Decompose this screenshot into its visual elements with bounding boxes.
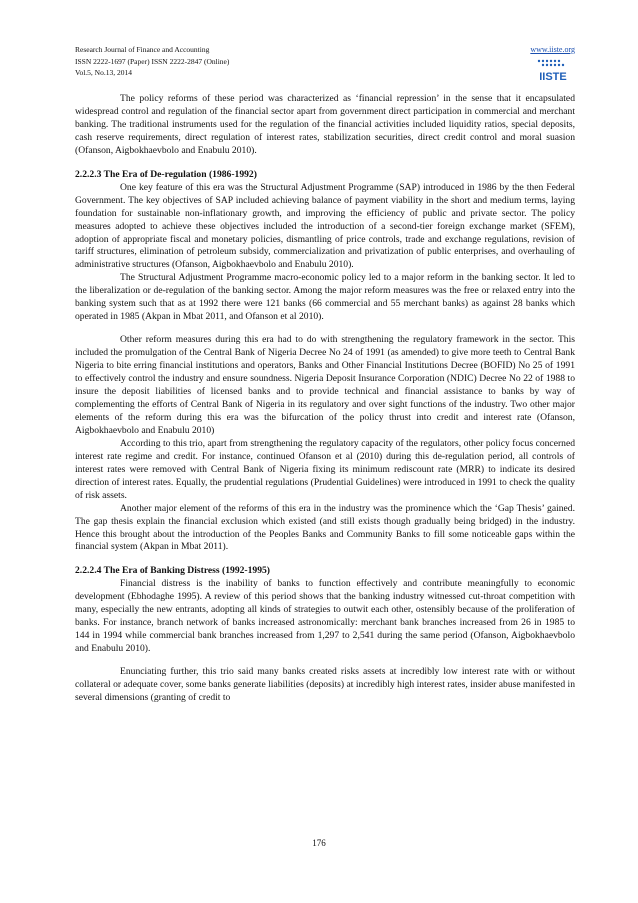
iiste-logo xyxy=(533,58,573,84)
paragraph-gap-thesis: Another major element of the reforms of this era in the industry was the prominence which the ‘Gap Thesis’ gained. The gap thesis explain the financial exclusion which existed (and still exists though gradually being bridged) in the industry. Hence this brought about the introduction of the Peoples Banks and Community Banks to fill some noticeable gaps within the financial system (Akpan in Mbat 2011). xyxy=(75,502,575,553)
paragraph-enunciating: Enunciating further, this trio said many banks created risks assets at incredibly low interest rate with or without collateral or adequate cover, some banks generate liabilities (deposits) at incredibly high interest rates, insider abuse manifested in several dimensions (granting of credit to xyxy=(75,666,575,703)
running-header xyxy=(75,44,575,88)
paragraph-sap: One key feature of this era was the Structural Adjustment Programme (SAP) introduced in 1986 by the then Federal Government. The key objectives of SAP included achieving balance of payment viability in the short and medium terms, laying foundation for sustainable non-inflationary growth, and improving the efficiency of public and private sector. The policy measures adopted to achieve these objectives included the introduction of a second-tier foreign exchange market (SFEM), adoption of appropriate fiscal and monetary policies, dismantling of price controls, trade and exchange regulations, revision of tariff structures, elimination of petroleum subsidy, commercialization and privatization of public enterprises, and overhauling of administrative structures (Ofanson, Aigbokhaevbolo and Enabulu 2010). xyxy=(75,181,575,271)
paragraph-banking-reform: The Structural Adjustment Programme macro-economic policy led to a major reform in the banking sector. It led to the liberalization or de-regulation of the banking sector. Among the major reform measures was the free or relaxed entry into the banking system such that as at 1992 there were 121 banks (66 commercial and 55 merchant banks) as against 28 banks which operated in 1985 (Akpan in Mbat 2011, and Ofanson et al 2010). xyxy=(75,272,575,323)
journal-title: Research Journal of Finance and Accounting xyxy=(75,45,210,54)
article-body xyxy=(75,93,575,705)
journal-volume: Vol.5, No.13, 2014 xyxy=(75,68,132,77)
paragraph-interest-rate: According to this trio, apart from strengthening the regulatory capacity of the regulators, other policy focus concerned interest rate regime and credit. For instance, continued Ofanson et al (2010) during this de-regulation period, all controls of interest rates were removed with Central Bank of Nigeria fixing its minimum rediscount rate (MRR) to indicate its desired direction of interest rates. Equally, the prudential regulations (Prudential Guidelines) were introduced in 1991 to check the quality of risk assets. xyxy=(75,437,575,501)
journal-issn: ISSN 2222-1697 (Paper) ISSN 2222-2847 (Online) xyxy=(75,56,230,66)
journal-info xyxy=(75,44,229,79)
paragraph-regulatory-framework: Other reform measures during this era had to do with strengthening the regulatory framework in the sector. This included the promulgation of the Central Bank of Nigeria Decree No 24 of 1991 (as amended) to give more teeth to Central Bank Nigeria to bite erring financial institutions and operators, Banks and Other Financial Institutions Decree (BOFID) No 25 of 1991 to effectively control the industry and ensure soundness. Nigeria Deposit Insurance Corporation (NDIC) Decree No 22 of 1988 to insure the deposit liabilities of licensed banks and to provide technical and financial assistance to banks by way of complementing the efforts of Central Bank of Nigeria in its regulatory and over sight functions of the industry. Two other major elements of the reform during this era was the bifurcation of the policy thrust into credit and interest rate (Ofanson, Aigbokhaevbolo and Enabulu 2010) xyxy=(75,334,575,436)
paragraph-financial-distress: Financial distress is the inability of banks to function effectively and contribute meaningfully to economic development (Ebhodaghe 1995). A review of this period shows that the banking industry witnessed cut-throat competition with many, especially the new entrants, adopting all kinds of strategies to outwit each other, ostensibly because of the proliferation of banks. For instance, branch network of banks increased astronomically: merchant bank branches increased from 26 in 1985 to 144 in 1994 while commercial bank branches increased from 1,297 to 2,541 during the same period (Ofanson, Aigbokhaevbolo and Enabulu 2010). xyxy=(75,578,575,655)
section-heading-distress: 2.2.2.4 The Era of Banking Distress (1992-1995) xyxy=(75,565,270,577)
logo-dots-icon xyxy=(538,60,564,66)
page-number: 176 xyxy=(312,838,326,848)
paragraph-financial-repression: The policy reforms of these period was characterized as ‘financial repression’ in the sense that it encapsulated widespread control and regulation of the financial sector apart from government direct participation in commercial and merchant banking. The traditional instruments used for the regulation of the financial activities included liquidity ratios, special deposits, cash reserve requirements, direct regulation of interest rates, stabilization securities, direct credit control and moral suasion (Ofanson, Aigbokhaevbolo and Enabulu 2010). xyxy=(75,93,575,156)
journal-url-link[interactable]: www.iiste.org xyxy=(530,45,575,54)
section-heading-deregulation: 2.2.2.3 The Era of De-regulation (1986-1992) xyxy=(75,168,257,180)
logo-text: IISTE xyxy=(539,71,567,83)
